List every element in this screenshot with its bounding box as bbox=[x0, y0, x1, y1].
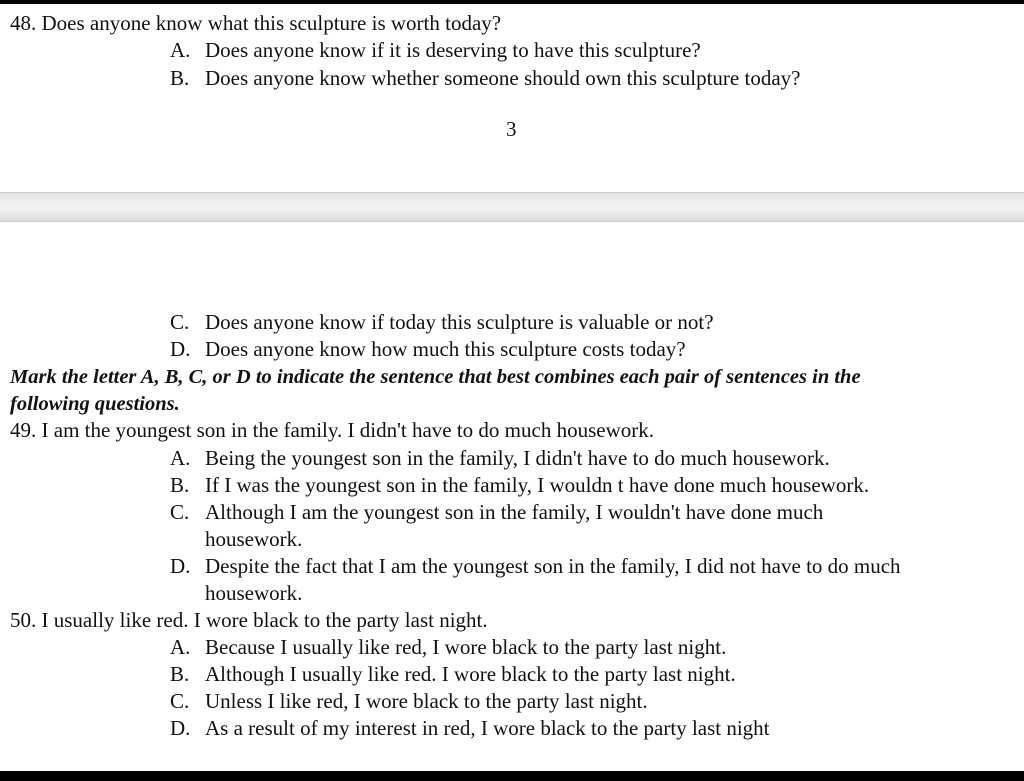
question-50-option-b[interactable] bbox=[170, 661, 736, 687]
question-49-option-c[interactable] bbox=[170, 499, 823, 525]
option-letter: D. bbox=[170, 554, 191, 578]
option-text: Does anyone know whether someone should own this sculpture today? bbox=[205, 66, 801, 90]
question-50-option-a[interactable] bbox=[170, 634, 726, 660]
option-letter: A. bbox=[170, 635, 191, 659]
option-text: Because I usually like red, I wore black to the party last night. bbox=[205, 635, 727, 659]
option-text: If I was the youngest son in the family, I wouldn t have done much housework. bbox=[205, 473, 870, 497]
option-text: Although I usually like red. I wore black to the party last night. bbox=[205, 662, 736, 686]
option-letter: D. bbox=[170, 337, 191, 361]
option-letter: C. bbox=[170, 500, 190, 524]
option-letter: D. bbox=[170, 716, 191, 740]
option-text: Being the youngest son in the family, I didn't have to do much housework. bbox=[205, 446, 830, 470]
question-48-option-b[interactable] bbox=[170, 65, 800, 91]
instruction-line-2: following questions. bbox=[10, 393, 180, 415]
page-number: 3 bbox=[506, 117, 517, 141]
option-text: Unless I like red, I wore black to the party last night. bbox=[205, 689, 648, 713]
question-48-option-a[interactable] bbox=[170, 37, 701, 63]
option-letter: B. bbox=[170, 662, 190, 686]
option-letter: A. bbox=[170, 38, 191, 62]
question-50-stem: 50. I usually like red. I wore black to the party last night. bbox=[10, 608, 488, 632]
question-49-option-c-continued: housework. bbox=[205, 527, 303, 551]
option-text: Does anyone know if today this sculpture is valuable or not? bbox=[205, 310, 714, 334]
option-text: Despite the fact that I am the youngest son in the family, I did not have to do much bbox=[205, 554, 901, 578]
question-49-option-b[interactable] bbox=[170, 472, 869, 498]
question-48-stem: 48. Does anyone know what this sculpture is worth today? bbox=[10, 11, 502, 35]
page-sheet-top bbox=[0, 4, 1024, 192]
question-50-option-c[interactable] bbox=[170, 688, 648, 714]
option-text: Does anyone know how much this sculpture costs today? bbox=[205, 337, 686, 361]
option-letter: B. bbox=[170, 473, 190, 497]
option-letter: B. bbox=[170, 66, 190, 90]
option-text: Does anyone know if it is deserving to have this sculpture? bbox=[205, 38, 701, 62]
page-break bbox=[0, 192, 1024, 222]
question-49-option-d-continued: housework. bbox=[205, 581, 303, 605]
question-49-option-d[interactable] bbox=[170, 553, 901, 579]
option-text: As a result of my interest in red, I wore black to the party last night bbox=[205, 716, 770, 740]
option-text: Although I am the youngest son in the family, I wouldn't have done much bbox=[205, 500, 824, 524]
page-sheet-bottom bbox=[0, 222, 1024, 771]
question-49-option-a[interactable] bbox=[170, 445, 830, 471]
instruction-line-1: Mark the letter A, B, C, or D to indicate the sentence that best combines each pair of sentences in the bbox=[10, 366, 861, 388]
option-letter: A. bbox=[170, 446, 191, 470]
question-49-stem: 49. I am the youngest son in the family. I didn't have to do much housework. bbox=[10, 418, 654, 442]
question-48-option-d[interactable] bbox=[170, 336, 686, 362]
option-letter: C. bbox=[170, 689, 190, 713]
question-48-option-c[interactable] bbox=[170, 309, 714, 335]
question-50-option-d[interactable] bbox=[170, 715, 770, 741]
option-letter: C. bbox=[170, 310, 190, 334]
